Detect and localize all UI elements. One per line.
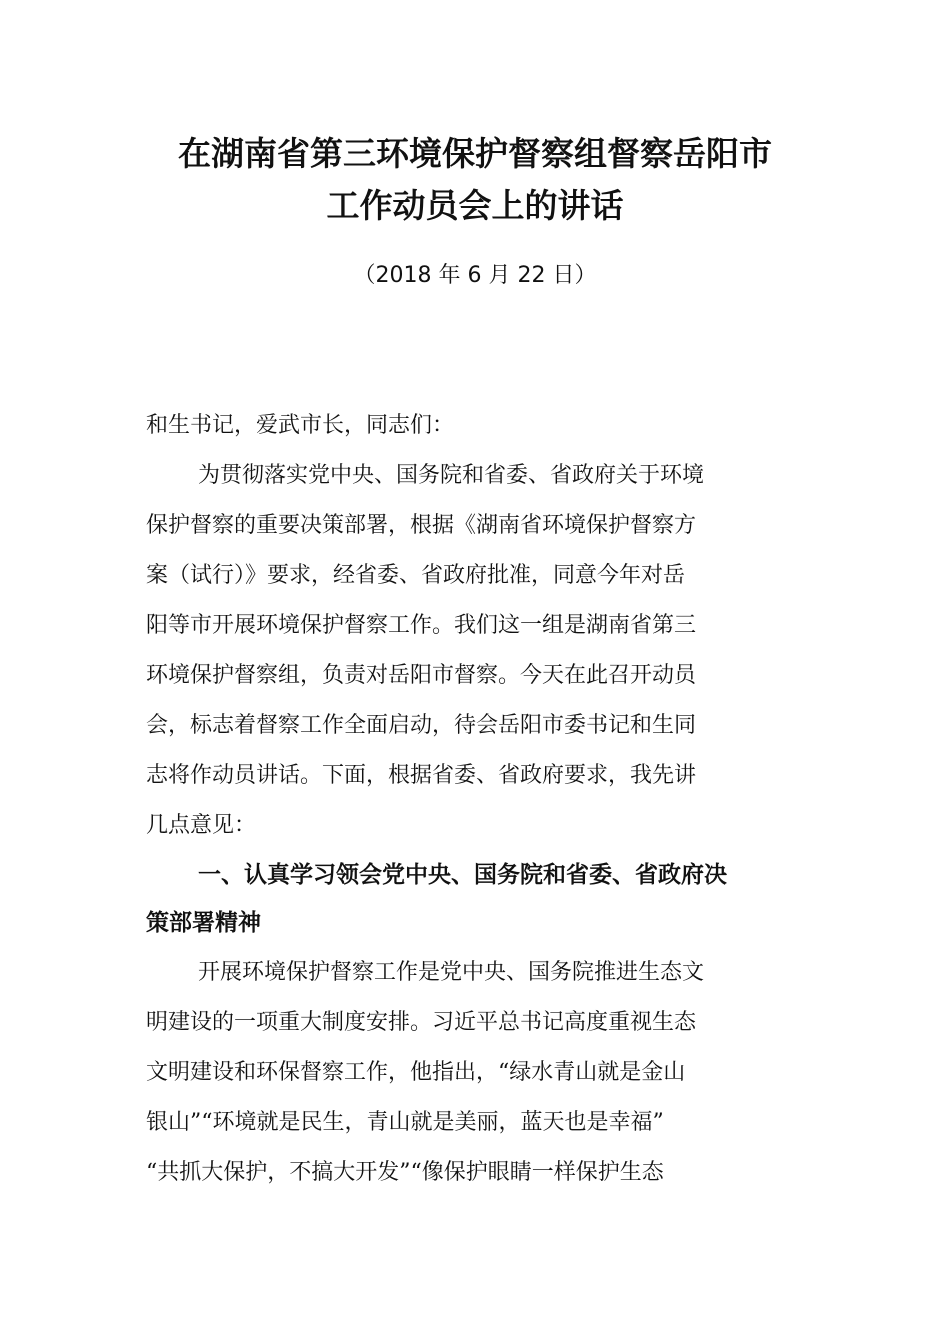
document-title-line-1: 在湖南省第三环境保护督察组督察岳阳市 bbox=[178, 134, 772, 173]
section-heading-1-line: 策部署精神 bbox=[146, 910, 261, 936]
document-date: （2018 年 6 月 22 日） bbox=[353, 263, 597, 288]
paragraph-2-line: 明建设的一项重大制度安排。习近平总书记高度重视生态 bbox=[146, 1010, 697, 1035]
paragraph-2-line: 银山”“环境就是民生，青山就是美丽，蓝天也是幸福” bbox=[146, 1110, 664, 1135]
salutation: 和生书记，爱武市长，同志们： bbox=[146, 413, 455, 438]
paragraph-2-line: 文明建设和环保督察工作，他指出，“绿水青山就是金山 bbox=[146, 1060, 686, 1085]
paragraph-1-line: 阳等市开展环境保护督察工作。我们这一组是湖南省第三 bbox=[146, 613, 697, 638]
paragraph-2-line: “共抓大保护，不搞大开发”“像保护眼睛一样保护生态 bbox=[146, 1160, 664, 1185]
document-title-line-2: 工作动员会上的讲话 bbox=[326, 186, 624, 225]
paragraph-1-line: 几点意见： bbox=[146, 813, 257, 838]
paragraph-2-line: 开展环境保护督察工作是党中央、国务院推进生态文 bbox=[198, 960, 705, 985]
paragraph-1-line: 保护督察的重要决策部署，根据《湖南省环境保护督察方 bbox=[146, 513, 697, 538]
paragraph-1-line: 会，标志着督察工作全面启动，待会岳阳市委书记和生同 bbox=[146, 713, 697, 738]
section-heading-1-line: 一、认真学习领会党中央、国务院和省委、省政府决 bbox=[198, 862, 727, 888]
paragraph-1-line: 案（试行）》要求，经省委、省政府批准，同意今年对岳 bbox=[146, 563, 686, 588]
paragraph-1-line: 为贯彻落实党中央、国务院和省委、省政府关于环境 bbox=[198, 463, 705, 488]
paragraph-1-line: 志将作动员讲话。下面，根据省委、省政府要求，我先讲 bbox=[146, 763, 697, 788]
paragraph-1-line: 环境保护督察组，负责对岳阳市督察。今天在此召开动员 bbox=[146, 663, 697, 688]
